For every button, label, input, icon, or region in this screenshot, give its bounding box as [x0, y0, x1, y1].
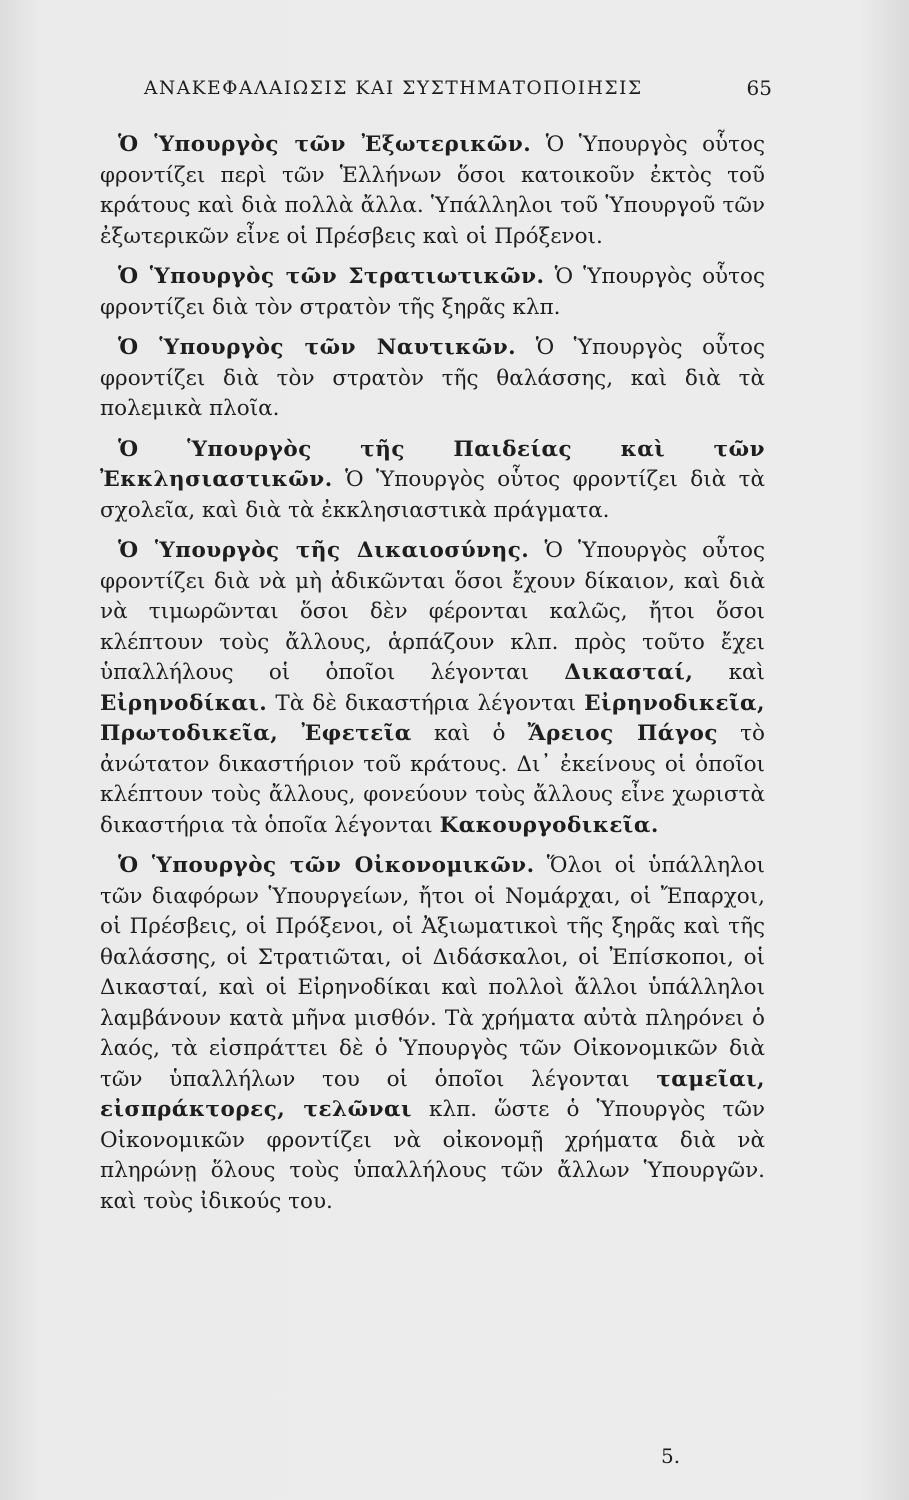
paragraph-navy — [100, 333, 765, 425]
paragraph-text: καὶ ὁ — [411, 721, 528, 746]
bold-term: Εἰρηνοδίκαι. — [100, 690, 268, 716]
paragraph-heading: Ὁ Ὑπουργὸς τῆς Δικαιοσύνης. — [118, 538, 530, 563]
paragraph-text: Ὅλοι οἱ ὑπάλληλοι τῶν διαφόρων Ὑπουργείων, ἤτοι οἱ Νομάρχαι, οἱ Ἔπαρχοι, οἱ Πρέσβεις, οἱ Πρόξενοι, οἱ Ἀξιωματικοὶ τῆς ξηρᾶς καὶ τῆς θαλάσσης, οἱ Στρατιῶται, οἱ Διδάσκαλοι, οἱ Ἐπίσκοποι, οἱ Δικασταί, καὶ οἱ Εἰρηνοδίκαι καὶ πολλοὶ ἄλλοι ὑπάλληλοι λαμβάνουν κατὰ μῆνα μισθόν. Τὰ χρήματα αὐτὰ πληρόνει ὁ λαός, τὰ εἰσπράττει δὲ ὁ Ὑπουργὸς τῶν Οἰκονομικῶν διὰ τῶν ὑπαλλήλων του οἱ ὁποῖοι λέγονται — [100, 853, 765, 1092]
paragraph-text: Τὰ δὲ δικαστήρια λέγονται — [267, 690, 585, 716]
paragraph-heading: Ὁ Ὑπουργὸς τῶν Οἰκονομικῶν. — [118, 853, 535, 878]
paragraph-text: κλπ. ὥστε ὁ Ὑπουργὸς τῶν Οἰκονομικῶν φροντίζει νὰ οἰκονομῇ χρήματα διὰ νὰ πληρώνῃ ὅλους τοὺς ὑπαλλήλους τῶν ἄλλων Ὑπουργῶν. καὶ τοὺς ἰδικούς του. — [100, 1097, 765, 1214]
running-title: ΑΝΑΚΕΦΑΛΑΙΩΣΙΣ ΚΑΙ ΣΥΣΤΗΜΑΤΟΠΟΙΗΣΙΣ — [144, 78, 643, 99]
page-number: 65 — [746, 76, 772, 100]
paragraph-text: Ὁ Ὑπουργὸς οὗτος φροντίζει διὰ νὰ μὴ ἀδικῶνται ὅσοι ἔχουν δίκαιον, καὶ διὰ νὰ τιμωρῶνται ὅσοι δὲν φέρονται καλῶς, ἤτοι ὅσοι κλέπτουν τοὺς ἄλλους, ἁρπάζουν κλπ. πρὸς τοῦτο ἔχει ὑπαλλήλους οἱ ὁποῖοι λέγονται — [100, 538, 766, 685]
paragraph-education — [100, 435, 765, 527]
paragraph-heading: Ὁ Ὑπουργὸς τῶν Ἐξωτερικῶν. — [118, 132, 532, 157]
signature-mark: 5. — [661, 1444, 681, 1468]
paragraph-justice — [100, 536, 765, 841]
bold-term: Κακουργοδικεῖα. — [439, 812, 659, 838]
bold-term: Εἰρηνοδικεῖα, Πρωτοδικεῖα, Ἐφετεῖα — [100, 690, 765, 746]
paragraph-military — [100, 262, 765, 323]
bold-term: Ἄρειος Πάγος — [527, 721, 718, 746]
page-body — [100, 130, 765, 1227]
paragraph-heading: Ὁ Ὑπουργὸς τῶν Ναυτικῶν. — [118, 335, 517, 360]
paragraph-text: Ὁ Ὑπουργὸς οὗτος φροντίζει διὰ τὸν στρατὸν τῆς ξηρᾶς κλπ. — [100, 264, 766, 320]
bold-term: ταμεῖαι, εἰσπράκτορες, τελῶναι — [100, 1066, 765, 1122]
bold-term: Δικασταί, — [564, 660, 694, 685]
paragraph-text: Ὁ Ὑπουργὸς οὗτος φροντίζει διὰ τὰ σχολεῖα, καὶ διὰ τὰ ἐκκλησιαστικὰ πράγματα. — [100, 467, 765, 523]
paragraph-text: Ὁ Ὑπουργὸς οὗτος φροντίζει διὰ τὸν στρατὸν τῆς θαλάσσης, καὶ διὰ τὰ πολεμικὰ πλοῖα. — [100, 335, 765, 421]
paragraph-heading: Ὁ Ὑπουργὸς τῶν Στρατιωτικῶν. — [118, 264, 545, 289]
paragraph-heading: Ὁ Ὑπουργὸς τῆς Παιδείας καὶ τῶν Ἐκκλησιαστικῶν. — [100, 436, 765, 492]
paragraph-finance — [100, 851, 765, 1217]
paragraph-text: καὶ — [693, 660, 765, 685]
paragraph-text: Ὁ Ὑπουργὸς οὗτος φροντίζει περὶ τῶν Ἑλλήνων ὅσοι κατοικοῦν ἐκτὸς τοῦ κράτους καὶ διὰ πολλὰ ἄλλα. Ὑπάλληλοι τοῦ Ὑπουργοῦ τῶν ἐξωτερικῶν εἶνε οἱ Πρέσβεις καὶ οἱ Πρόξενοι. — [100, 132, 765, 249]
paragraph-text: τὸ ἀνώτατον δικαστήριον τοῦ κράτους. Δι᾿ ἐκείνους οἱ ὁποῖοι κλέπτουν τοὺς ἄλλους, φονεύουν τοὺς ἄλλους εἶνε χωριστὰ δικαστήρια τὰ ὁποῖα λέγονται — [100, 721, 765, 838]
paragraph-foreign-affairs — [100, 130, 765, 252]
